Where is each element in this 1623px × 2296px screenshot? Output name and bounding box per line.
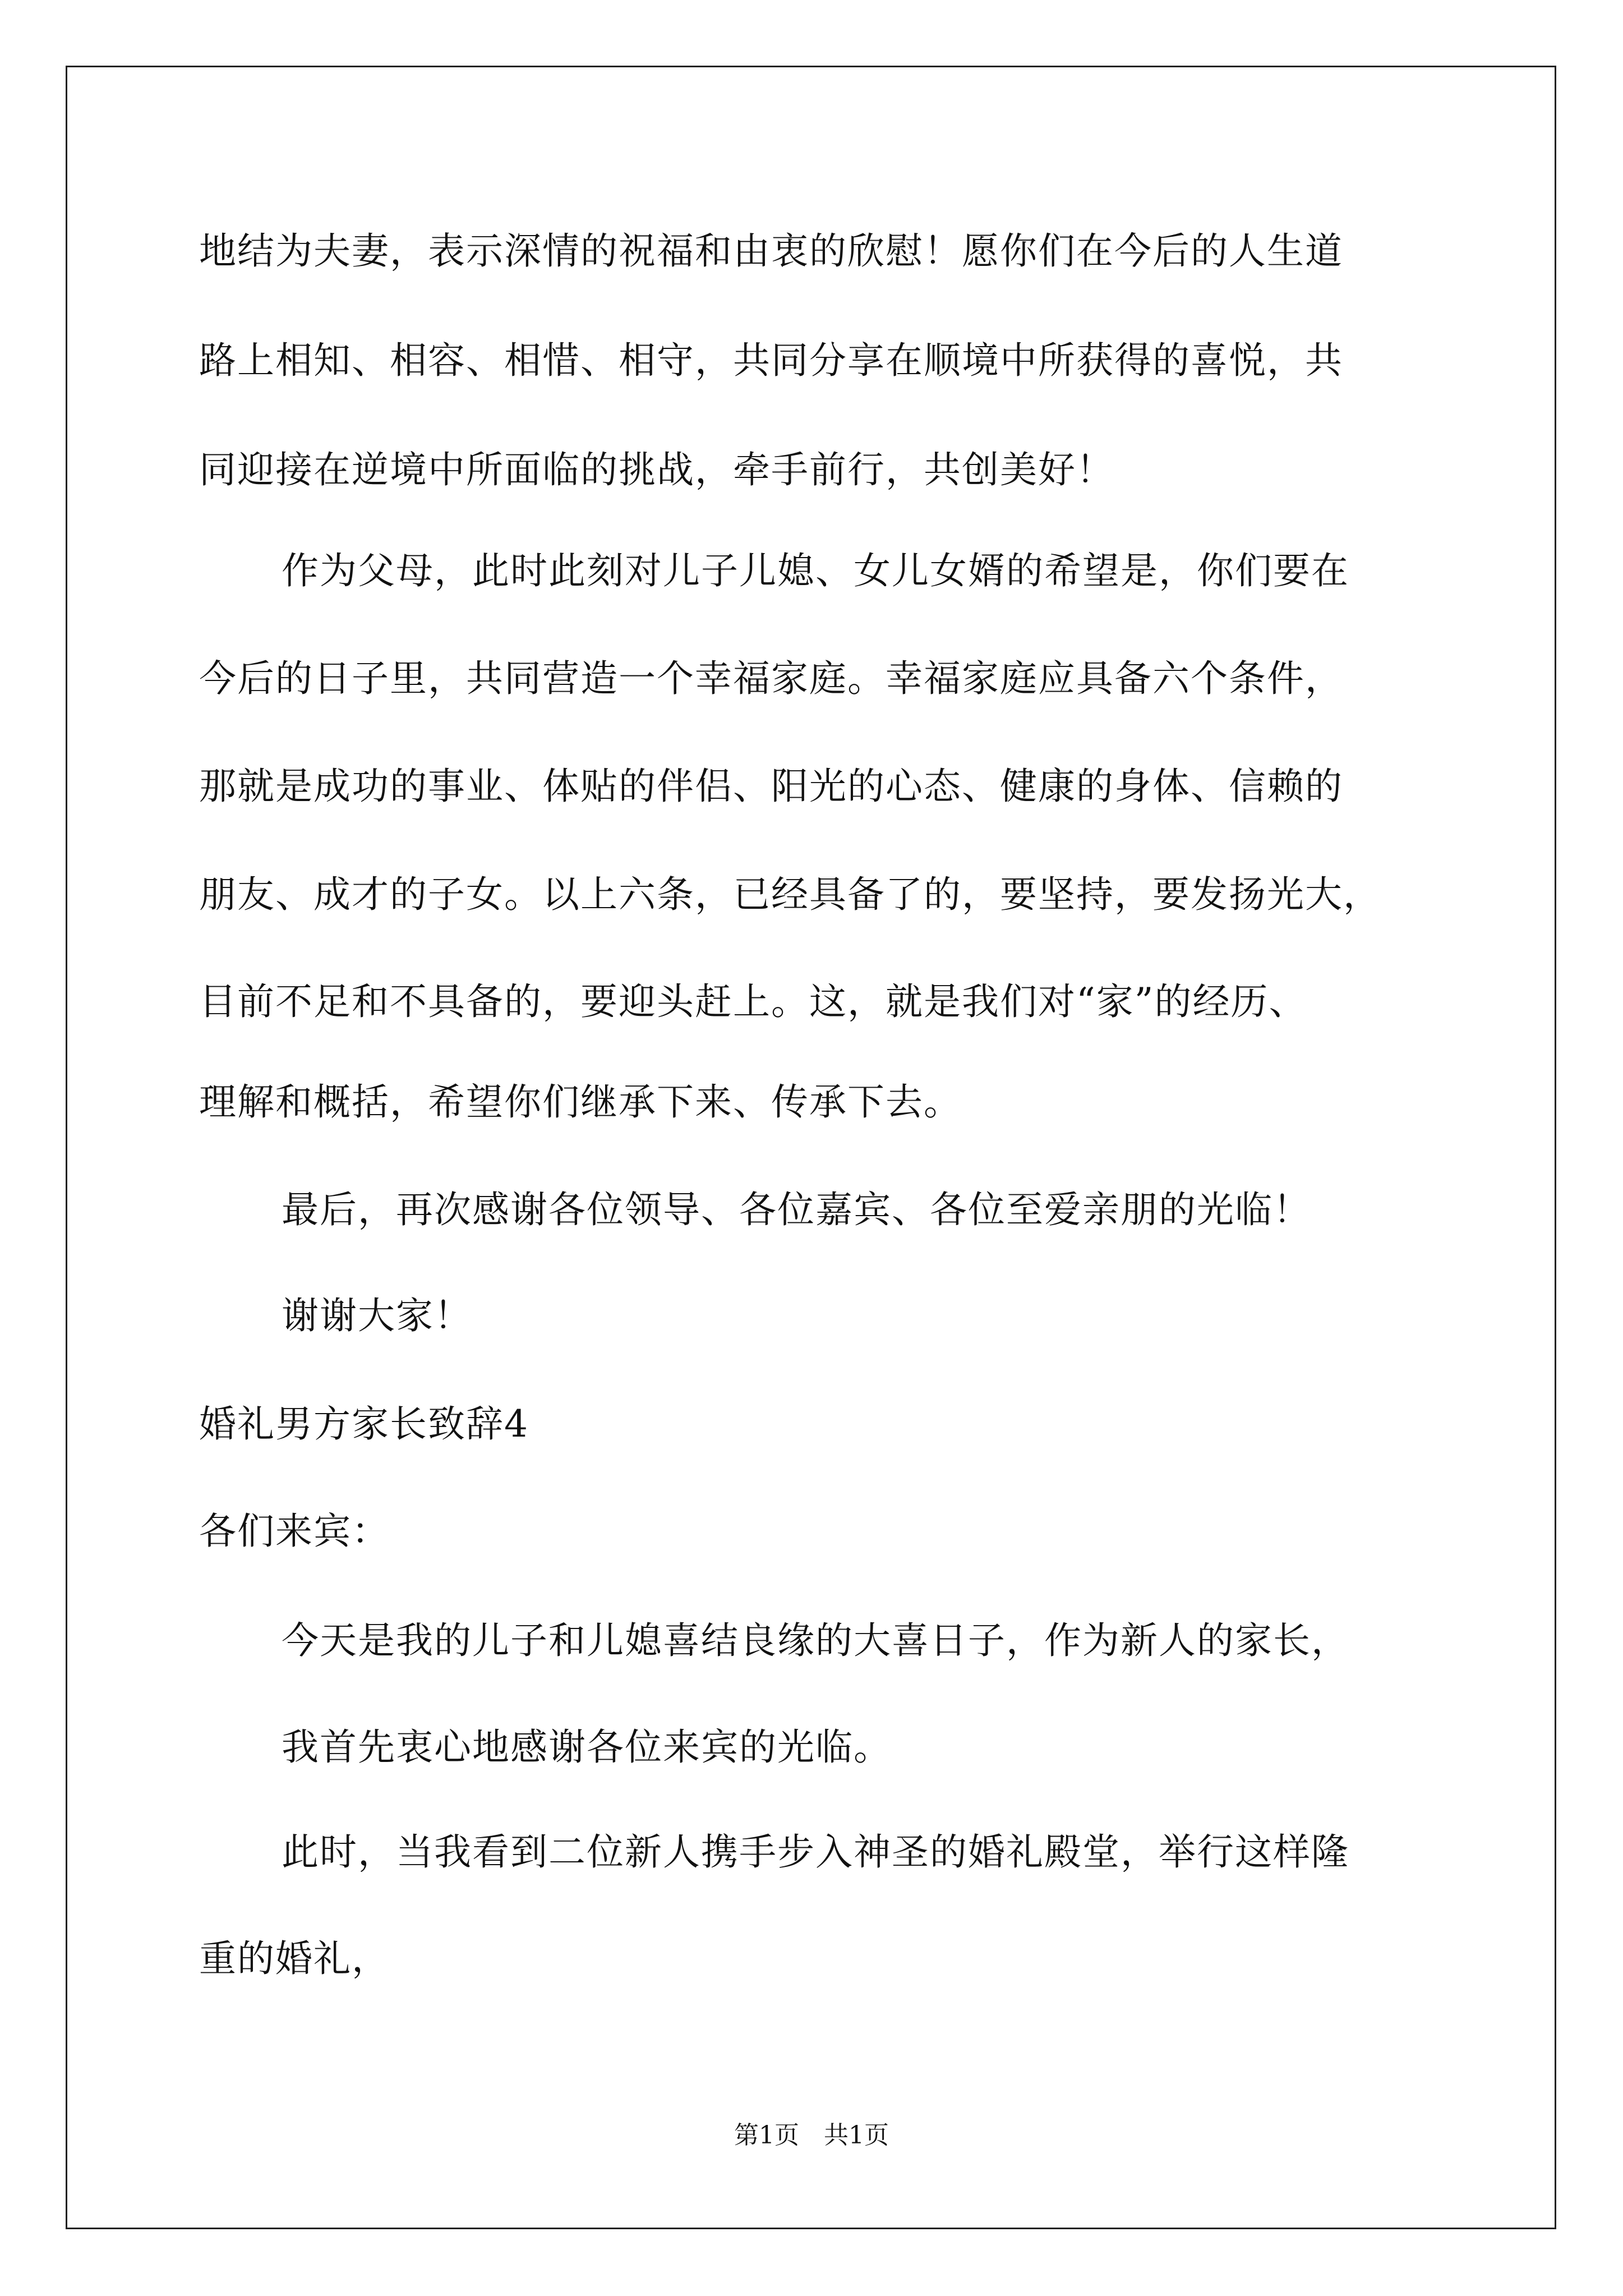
paragraph-line: 那就是成功的事业、体贴的伴侣、阳光的心态、健康的身体、信赖的 [199,765,1343,808]
salutation: 各们来宾： [199,1510,390,1553]
paragraph-line: 最后，再次感谢各位领导、各位嘉宾、各位至爱亲朋的光临！ [282,1188,1311,1231]
paragraph-line: 我首先衷心地感谢各位来宾的光临。 [282,1726,892,1769]
page-footer: 第1页 共1页 [734,2121,889,2150]
paragraph-line: 朋友、成才的子女。以上六条，已经具备了的，要坚持，要发扬光大， [199,873,1381,916]
paragraph-line: 作为父母，此时此刻对儿子儿媳、女儿女婿的希望是，你们要在 [282,549,1349,592]
paragraph-line: 谢谢大家！ [282,1294,472,1337]
paragraph-line: 理解和概括，希望你们继承下来、传承下去。 [199,1080,962,1124]
page-border [66,66,1556,2229]
paragraph-line: 今天是我的儿子和儿媳喜结良缘的大喜日子，作为新人的家长， [282,1619,1349,1662]
paragraph-line: 目前不足和不具备的，要迎头赶上。这，就是我们对“家”的经历、 [199,980,1307,1023]
section-heading: 婚礼男方家长致辞4 [199,1402,529,1446]
paragraph-line: 路上相知、相容、相惜、相守，共同分享在顺境中所获得的喜悦，共 [199,339,1343,382]
paragraph-line: 此时，当我看到二位新人携手步入神圣的婚礼殿堂，举行这样隆 [282,1830,1349,1874]
paragraph-line: 重的婚礼， [199,1937,390,1980]
paragraph-line: 同迎接在逆境中所面临的挑战，牵手前行，共创美好！ [199,448,1114,491]
paragraph-line: 今后的日子里，共同营造一个幸福家庭。幸福家庭应具备六个条件， [199,657,1343,700]
paragraph-line: 地结为夫妻，表示深情的祝福和由衷的欣慰！愿你们在今后的人生道 [199,229,1343,273]
